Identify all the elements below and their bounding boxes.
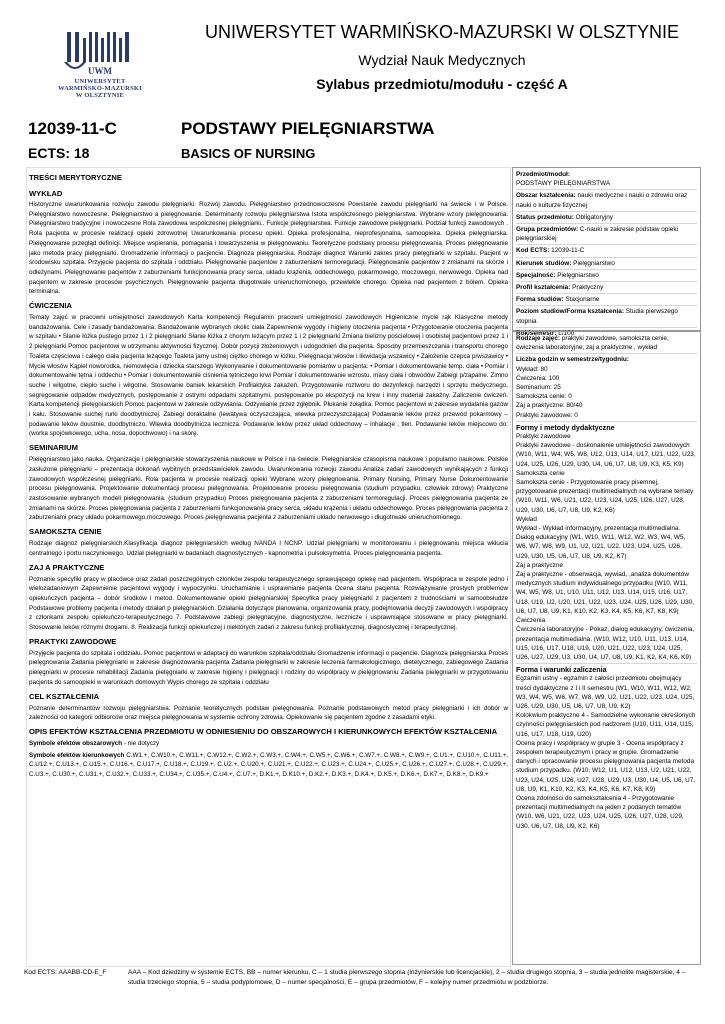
efekty-kierunkowe [29,751,508,780]
assessment-line: Ocena zdolności do samokształcenia 4 - Przygotowanie prezentacji multimedialnych na jeden z podanych tematów (W10, W6, U21, U22, U23, U24, U25, U26, U27, U28, U29, U30, U6, U7, U8, U9, K2, K6) [516,794,684,830]
info-forma-label: Forma studiów: [516,296,564,304]
method-line: Wykład - Wykład informacyjny, prezentacja multimedialna. Dialog edukacyjny (W1, W10, W11, W12, W2, W3, W4, W5, W6, W7, W8, W9, U1, U2, U21, U22, U23, U24, U25, U26, U29, U30, U5, U6, U7, U8, U9, K2, K7) [516,525,686,560]
formy-metody [516,422,697,664]
method-line: Ćwiczenia laboratoryjne - Pokaz, dialog edukacyjny, ćwiczenia, prezentacja multimedialna. (W10, W12, U10, U11, U13, U14, U15, U16, U17, U18, U19, U20, U21, U22, U23, U24, U25, U26, U27, U29, U3, U30, U4, U7, U8, U9, K1, K2, K4, K6, K9) [516,626,695,661]
hours-line: Zaj a praktyczne: 80/40 [516,402,583,410]
section-heading-zaj: ZAJ A PRAKTYCZNE [29,562,105,572]
footer-code-format: Kod ECTS: AAABB-CD-E_F [24,969,107,976]
praktyki-text: Przyjęcie pacjenta do szpitala i oddziału. Pomoc pacjentowi w adaptacji do warunków szpitala/oddziału Gromadzenie informacji o pacjencie. Diagnoza pielęgniarska Proces pielęgnowania Zadania pielęgniarki w zakresie diagnozowania pacjenta Zadania pielęgniarki w zakresie leczenia farmakologicznego, dietetycznego, zabiegowego Zadania pielęgniarki w procesie rehabilitacji Zadania pielęgniarki w zakresie higieny i pielęgnacji i rodziny do współpracy w pielęgnowaniu Zadania pielęgniarki w przygotowaniu pacjenta do samoopieki w warunkach domowych Wypis chorego ze szpitala i oddziału [29,649,508,686]
info-status-value: Obligatoryjny [573,213,613,221]
info-kierunek-label: Kierunek studiów: [516,259,572,267]
info-obszar-label: Obszar kształcenia: [516,192,576,200]
wyklad-text: Historyczne uwarunkowania rozwoju zawodu pielęgniarki. Rozwój zawodu. Pielęgniarstwo przednowoczesne Powstanie zawodu pielęgniarki na świecie i w Polsce. Pielęgniarstwo nowoczesne. Pielęgniarstwo a pielęgnowanie. Determinanty rozwoju pielęgniarstwa Istota współczesnego pielęgniarstwa. Wybrane wzory pielęgnowania. Pielęgniarstwo tradycyjne i nowoczesne Rola zawodowa współczesnej pielęgniarki.. Funkcje pielęgniarstwa. Funkcje zawodowe pielęgniarki. Podział funkcji zawodowych . Rola pacjenta w procesie realizacji opieki zdrowotnej Uwarunkowania procesu opieki. Opieka profesjonalna, nieprofesjonalna, samoopieka. Opieka pielęgniarska. Pielęgnowanie przegląd definicji. Miejsce wspierania, pomagania i towarzyszenia w pielęgnowaniu. Teoretyczne podstawy procesu pielęgnowania. Proces pielęgnowanie jako metoda pracy pielęgniarki. Gromadzenie informacji o pacjencie. Diagnoza pielęgniarska. Rodzaje diagnoz Warunki zakres pracy pielęgniarki w szpitalu. Pacjent w środowisku szpitala. Przyjęcie pacjenta do szpitala i oddziału. Pielęgnowanie pacjentów z zaburzeniami termoregulacji. Pielęgnowanie pacjentów z zmianami na skórze i odleżynami. Pielęgnowanie pacjentów z zaburzeniami funkcjonowania pracy serca, układu krążenia, oddechowego, pokarmowego, moczowego, nerwowego. Opieka nad pacjentem w zakresie procesów psychicznych. Pielęgnowanie pacjenta długotrwale unieruchomionego, przewlekle chorego. Opieka nad pacjentem z bólem. Opieka terminalna. [29,201,508,296]
footer-legend: AAA – Kod dziedziny w systemie ECTS, BB – numer kierunku, C – 1 studia pierwszego stopnia (inżynierskie lub licencjackie), 2 – studia drugiego stopnia, 3 – studia jednolite magisterskie, 4 – studia trzeciego stopnia, 5 – studia podyplomowe, D – numer specjalności, E – grupa przedmiotów, F – kolejny numer przedmiotu w podzbiorze. [128,969,686,986]
logo-letters: UWM [88,66,112,76]
info-kierunek [516,258,697,270]
info-specjalnosc [516,270,697,282]
samokszta-text: Rodzaje diagnoz pielęgniarskich.Klasyfikacja diagnoz pielęgniarskich według NANDA I NCNP. Udział pielęgniarki w monitorowaniu i pielęgnowaniu miejsca wkłucia centralnego i portu naczyniowego. Udział pielęgniarki w badaniach diagnostycznych - kapnometria i pulsoksymetria. Proces pielęgnowania pacjenta. [29,540,508,557]
logo-text-3: W OLSZTYNIE [75,92,125,99]
info-rok-value: L/100 [556,329,575,337]
section-heading-opis: OPIS EFEKTÓW KSZTAŁCENIA PRZEDMIOTU W ODNIESIENIU DO OBSZAROWYCH I KIERUNKOWYCH EFEKTÓW KSZTAŁCENIA [29,726,498,736]
efekty-kierunkowe-value: C.W1.+, C.W10.+, C.W11.+, C.W12.+, C.W2.+, C.W3.+, C.W4.+, C.W5.+, C.W6.+, C.W7.+, C.W8.+, C.W9.+, C.U1.+, C.U10.+, C.U11.+, C.U12.+, C.U13.+, C.U15.+, C.U16.+, C.U17.+, C.U18.+, C.U19.+, C.U2.+, C.U20.+, C.U21.+, C.U22.+, C.U23.+, C.U24.+, C.U25.+, C.U26.+, C.U27.+, C.U28.+, C.U29.+, C.U3.+, C.U30.+, C.U31.+, C.U32.+, C.U33.+, C.U34.+, C.U35.+, C.U4.+, C.U7.+, D.K1.+, D.K10.+, D.K2.+, D.K3.+, D.K4.+, D.K5.+, D.K6.+, D.K7.+, D.K8.+, D.K9.+ [29,751,508,779]
course-code: 12039-11-C [28,119,117,138]
efekty-obszarowe [29,739,508,749]
rodzaje-zajec [516,333,697,354]
info-obszar [516,190,697,211]
info-status-label: Status przedmiotu: [516,213,574,221]
assessment-line: Kolokwium praktyczne 4 - Samodzielne wykonanie określonych czynności pielęgniarskich pod nadzorem (U10, U11, U14, U15, U16, U17, U18, U19, U20) [516,712,696,738]
syllabus-title: Sylabus przedmiotu/modułu - część A [316,76,568,92]
efekty-obszarowe-label: Symbole efektów obszarowych [29,739,123,747]
assessment-line: Egzamin ustny - egzamin z całości przedmiotu obejmujący treści dydaktyczne z I i II semestru (W1, W10, W11, W12, W2, W3, W4, W5, W6, W7, W8, W9, U2, U21, U22, U23, U24, U25, U26, U29, U30, U5, U6, U7, U8, U9, K2) [516,675,695,710]
info-kod [516,245,697,257]
info-specjalnosc-label: Specjalność: [516,271,556,279]
university-logo [52,28,148,99]
info-grupa-value: C-nauki w zakresie podstaw opieki pielęgniarskiej [516,226,678,243]
section-heading-tresci: TREŚCI MERYTORYCZNE [29,173,122,182]
course-title-en: BASICS OF NURSING [181,146,316,161]
info-kod-label: Kod ECTS: [516,247,550,255]
method-line: Samokszta cenie - Przygotowanie pracy pisemnej, przygotowanie prezentacji multimedialnych na wybrane tematy (W10, W11, W6, U21, U22, U23, U24, U25, U26, U27, U28, U29, U30, U6, U7, U8, U9, K2, K6) [516,479,694,514]
formy-metody-label: Formy i metody dydaktyczne [516,422,615,432]
info-poziom-value: Studia pierwszego stopnia [516,308,678,325]
ects-points: ECTS: 18 [28,145,90,161]
method-line: Praktyki zawodowe - doskonalenie umiejętności zawodowych (W10, W11, W4, W5, W8, U12, U13, U14, U17, U21, U22, U23, U24, U25, U26, U29, U30, U4, U6, U7, U8, U9, K3, K5, K9) [516,442,696,468]
info-poziom-label: Poziom studiów/Forma kształcenia: [516,308,624,316]
info-przedmiot-label: Przedmiot/moduł: [516,171,570,178]
section-heading-cel: CEL KSZTAŁCENIA [29,691,100,701]
section-heading-praktyki: PRAKTYKI ZAWODOWE [29,636,117,646]
rodzaje-zajec-value: praktyki zawodowe, samokszta cenie, ćwiczenia laboratoryjne, zaj a praktyczne , wykład [516,335,669,352]
method-line: Wykład [516,515,537,523]
cel-text: Poznanie determinantów rozwoju pielęgniarstwa. Poznanie teoretycznych podstaw pielęgnowania. Poznanie podstawowych metod pracy pielęgniarki i ich dobór w zależności od kategorii odbiorców oraz miejsca pielęgnowania w systemie ochrony zdrowia. Opiekowanie się pacjentem zgodne z zasadami etyki. [29,704,508,722]
zaj-text: Poznanie specyfiki pracy w placówce oraz zadań poszczególnych członków zespołu terapeutycznego sprawującego opiekę nad pacjentem. Współpraca w zespole jedno i wielozadaniowym Zapewnienie pacjentowi wygody i wypoczynku. Uruchamianie i usprawnianie pacjenta Ocena stanu pacjenta. Rozwiązywanie prostych problemów opiekuńczych pacjenta – dobór środków i metod. Dokumentowanie opieki pielęgniarskiej Specyfika pracy pielęgniarki z pacjentem z trudnościami w samoobsłudze Podstawowe problemy pacjenta i metody działań p pielęgniarskich. Działania dotyczące planowania, organizowania pracy, podejmowania decyzji zawodowych i współpracy z członkami zespołu opiekuńczo-terapeutycznego 7. Podstawowe zabiegi pielęgnacyjne, diagnostyczne, lecznicze i usprawniające stosowane w pracy pielęgniarki. Stosowanie leków różnymi drogami. 8. Realizacja funkcji opiekuńczej i niektórych zadań z zakresu funkcji profilaktycznej, diagnostycznej i terapeutycznej. [29,575,508,632]
info-status [516,212,697,224]
info-przedmiot-value: PODSTAWY PIELĘGNIARSTWA [516,180,611,188]
rodzaje-zajec-label: Rodzaje zajęć: [516,335,561,342]
forma-zaliczenia [516,664,697,832]
efekty-kierunkowe-label: Symbole efektów kierunkowych [29,751,125,759]
section-heading-wyklad: WYKŁAD [29,189,63,198]
uwm-logo-icon [61,28,139,78]
main-content [26,167,511,967]
info-kierunek-value: Pielęgniarstwo [571,259,615,267]
info-kod-value: 12039-11-C [549,247,585,255]
course-title: PODSTAWY PIELĘGNIARSTWA [181,119,435,138]
faculty-name: Wydział Nauk Medycznych [358,52,526,68]
forma-zaliczenia-label: Forma i warunki zaliczenia [516,665,607,675]
info-profil [516,282,697,294]
assessment-line: Ocena pracy i współpracy w grupie 3 - Ocena współpracy z zespołem terapeutycznym i pracy w grupie. Gromadzenie danych i opracowanie procesu pielęgnowania pacjenta metoda studium przypadku. (W10, W12, U1, U12, U13, U2, U21, U22, U23, U24, U25, U26, U27, U28, U29, U3, U30, U4, U5, U6, U7, U8, U9, K1, K10, K2, K3, K4, K5, K6, K7, K8, K9) [516,739,696,793]
method-line: Praktyki zawodowe [516,433,571,441]
hours-line: Ćwiczenia: 100 [516,374,560,382]
info-poziom [516,306,697,327]
seminarium-text: Pielęgniarstwo jako nauka. Organizacje i pielęgniarskie stowarzyszenia naukowe w Polsce i na świecie. Pielęgniarskie czasopisma naukowe i popularno naukowe. Polskie zasłużone pielęgniarki – prezentacja dokonań wybitnych przedstawicielek zawodu. Uwarunkowania rozwoju zawodu Analiza zadań zawodowych wynikających z funkcji zawodowych współczesnej pielęgniarki. Rola pacjenta w procesie realizacji opieki Wybrane wzory pielęgnowania. Primary Nursing, Primary Nurse Dokumentowanie procesu pielęgnowania. Projektowanie dokumentacji procesu pielęgnowania. Projektowanie procesu pielęgnowania (studium przypadku, człowiek zdrowy) Praktyczne zastosowanie wybranych modeli pielęgnowania. (studium przypadku) Proces pielęgnowania pacjenta z zaburzeniami termoregulacji. Proces pielęgnowania pacjenta ze zmianami na skórze. Proces pielęgnowania pacjenta z zaburzeniami funkcjonowania pracy serca, układu krążenia i układu oddechowego. Proces pielęgnowania pacjenta z zaburzeniami pracy układu pokarmowego,moczowego. Proces pielęgnowania pacjenta z zaburzeniami układu nerwowego i długotrwale unieruchomionego. [29,456,508,522]
cwiczenia-text: Tematy zajęć w pracowni umiejętności zawodowych Karta kompetencji Regulamin pracowni umiejętności zawodowych Higieniczne mycie rąk Klasyczne metody bandażowania. Cele i zasady bandażowania. Bandażowanie wybranych okolic ciała Zapewnienie wygody i higieny otoczenia pacjenta • Przygotowanie otoczenia pacjenta w szpitalu • Słanie łóżka pustego przez 1 i 2 pielęgniarki Słanie łóżka z chorym leżącym przez 1 i 2 pielęgniarki Zmiana bielizny pościelowej i osobistej pacjentowi przez 1 i 2 pielęgniarki Pomoc pacjentowi w utrzymaniu aktywności fizycznej. Dobór pozycji złożeniowych i udogodnień dla pacjenta. Sposoby przemieszczania i transportu chorego Toaleta częściowa i całego ciała pacjenta leżącego Toaleta jamy ustnej ciężko chorego w łóżku. Pielęgnacja włosów i likwidacja wszawicy • Założenie czepca p/wszawicy • Mycie włosów Kąpiel noworodka, niemowlęcia i dziecka starszego Wykonywanie i dokumentowanie pomiarów u pacjenta: • Pomiar i dokumentowanie temp. ciała • Pomiar i dokumentowanie tętna i oddechu • Pomiar i dokumentowanie ciśnienia tętniczego krwi Pomiar i dokumentowanie wzrostu, masy ciała i obwodów Zabiegi p/zapalne. Zimno suche i wilgotne, ciepło suche i wilgotne. Stosowanie baniek lekarskich Profilaktyka zakażeń. Przygotowanie roztworu do dezynfekcji narzędzi i sprzętu medycznego, segregowanie odpadów medycznych, postępowanie z ostrymi odpadami szpitalnymi, postępowanie po ekspozycji na krew i inny materiał zakaźny. Zaliczenie ćwiczeń. Karta kompetencji pielęgniarskich Pomoc pacjentowi w zakresie odżywiania. Odżywianie przez zgłębnik. Płukanie żołądka. Pomoc pacjentowi w zakresie wydalania gazów i kału. Stosowanie suchej rurki doodbytniczej. Zabiegi doraktalne (lewatywa oczyszczająca, wlewka przeczyszczająca) Podawanie leków przez przewód pokarmowy – podawanie leków doustnie, doodbytniczo. Wlewka doodbytnicza lecznicza. Podawanie leków przez układ oddechowy – inhalacje , tlen. Podawanie leków miejscowo do: (worka spojówkowego, ucha, nosa, dopochwowo) i na skórę. [29,314,508,438]
hours-line: Praktyki zawodowe: 0 [516,411,578,419]
method-line: Samokszta cenie [516,469,565,477]
course-methods-box [512,331,701,965]
section-heading-samokszta: SAMOKSZTA CENIE [29,527,102,537]
info-forma [516,294,697,306]
section-heading-cwiczenia: ĆWICZENIA [29,301,73,311]
hours-line: Samokszta cenie: 0 [516,393,572,401]
logo-text-2: WARMIŃSKO-MAZURSKI [58,85,142,92]
info-przedmiot [516,169,697,190]
method-line: Zaj a praktyczne - obserwacja, wywiad, ,analiza dokumentów medycznych studium indywidualnego przypadku (W10, W11, W4, W5, W8, U1, U10, U11, U12, U13, U14, U15, U16, U17, U18, U19, U2, U20, U21, U22, U23, U24, U25, U26, U29, U30, U6, U7, U8, U9, K1, K10, K2, K3, K4, K5, K6, K7, K8, K9) [516,571,694,615]
method-line: Zaj a praktyczne [516,561,563,569]
liczba-godzin [516,354,697,421]
info-grupa [516,224,697,245]
info-rok-label: Rok/semestr: [516,329,557,337]
course-info-box [512,167,701,337]
info-specjalnosc-value: Pielęgniarstwo [555,271,599,279]
info-forma-value: Stacjonarne [563,296,600,304]
liczba-godzin-label: Liczba godzin w semestrze/tygodniu: [516,356,629,364]
section-heading-seminarium: SEMINARIUM [29,443,78,453]
hours-line: Seminarium: 25 [516,384,561,392]
hours-line: Wykład: 80 [516,365,548,373]
university-name: UNIWERSYTET WARMIŃSKO-MAZURSKI W OLSZTYNIE [204,22,680,42]
info-profil-value: Praktyczny [570,284,604,292]
info-grupa-label: Grupa przedmiotów: [516,226,579,234]
info-obszar-value: nauki medyczne i nauki o zdrowiu oraz nauki o kulturze fizycznej [516,192,688,209]
logo-text-1: UNIWERSYTET [74,78,126,85]
efekty-obszarowe-value: - nie dotyczy [122,739,160,747]
method-line: Ćwiczenia [516,617,546,625]
info-profil-label: Profil kształcenia: [516,284,571,292]
